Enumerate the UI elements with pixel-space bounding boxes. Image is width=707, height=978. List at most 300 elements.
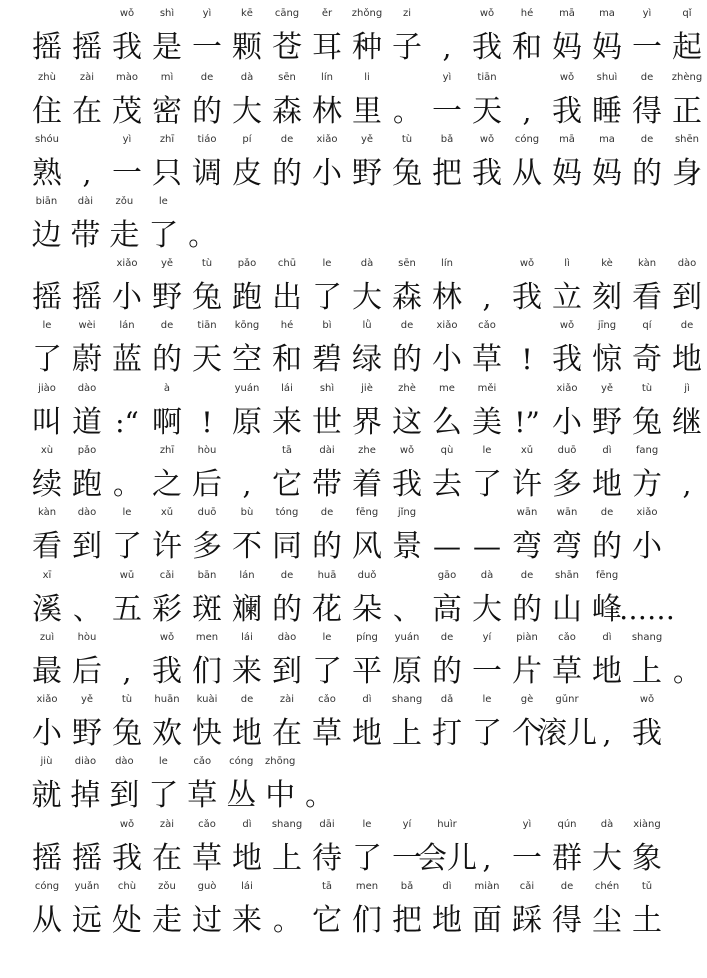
char-cell xyxy=(107,381,147,443)
pinyin: de xyxy=(640,72,654,83)
hanzi: 兔 xyxy=(392,156,422,191)
char-cell xyxy=(267,817,307,879)
char-cell xyxy=(427,70,467,132)
pinyin: lái xyxy=(241,881,253,892)
hanzi: 去 xyxy=(432,467,462,502)
char-cell xyxy=(667,443,707,505)
hanzi: 它 xyxy=(312,903,342,938)
char-cell xyxy=(267,692,307,754)
pinyin: de xyxy=(320,507,334,518)
hanzi: 了 xyxy=(312,280,342,315)
char-cell xyxy=(619,568,675,630)
char-cell xyxy=(307,381,347,443)
hanzi: 里 xyxy=(352,94,382,129)
hanzi: 的 xyxy=(432,654,462,689)
pinyin: dài xyxy=(319,445,335,456)
char-cell xyxy=(587,132,627,194)
char-cell xyxy=(307,256,347,318)
pinyin: dào xyxy=(115,756,134,767)
pinyin: mì xyxy=(160,72,174,83)
hanzi: 得 xyxy=(552,903,582,938)
char-cell xyxy=(347,318,387,380)
pinyin: zi xyxy=(402,8,412,19)
hanzi: 远 xyxy=(72,903,102,938)
hanzi: 妈 xyxy=(592,30,622,65)
punctuation: 、 xyxy=(72,593,101,626)
pinyin: tù xyxy=(401,134,413,145)
punctuation: , xyxy=(682,468,692,501)
hanzi: 带 xyxy=(312,467,342,502)
pinyin: le xyxy=(362,819,372,830)
pinyin: xù xyxy=(40,445,54,456)
hanzi: 地 xyxy=(672,342,702,377)
punctuation: 、 xyxy=(392,593,421,626)
hanzi: 我 xyxy=(472,30,502,65)
char-cell xyxy=(187,256,227,318)
hanzi: 就 xyxy=(31,778,62,813)
hanzi: 的 xyxy=(272,592,302,627)
char-cell xyxy=(467,692,507,754)
pinyin: wǒ xyxy=(399,445,415,456)
pinyin: yì xyxy=(122,134,132,145)
pinyin: lán xyxy=(239,570,255,581)
char-cell xyxy=(387,381,427,443)
pinyin: le xyxy=(482,445,492,456)
hanzi: 许 xyxy=(152,529,182,564)
pinyin: fēng xyxy=(595,570,619,581)
char-cell xyxy=(587,505,627,567)
char-cell xyxy=(27,568,67,630)
hanzi: 来 xyxy=(232,903,262,938)
pinyin: pǎo xyxy=(237,258,257,269)
pinyin: dì xyxy=(362,694,372,705)
char-cell xyxy=(147,256,187,318)
hanzi: 待 xyxy=(312,841,342,876)
hanzi: 多 xyxy=(552,467,582,502)
hanzi: 方 xyxy=(632,467,662,502)
pinyin: wǒ xyxy=(119,819,135,830)
hanzi: 耳 xyxy=(312,30,342,65)
char-cell xyxy=(667,132,707,194)
char-cell xyxy=(187,817,227,879)
char-cell xyxy=(347,6,387,68)
punctuation: ! xyxy=(201,406,213,439)
char-cell xyxy=(107,692,147,754)
hanzi: 我 xyxy=(472,156,502,191)
pinyin: wǒ xyxy=(159,632,175,643)
pinyin: yì xyxy=(642,8,652,19)
pinyin: cóng xyxy=(34,881,60,892)
char-cell xyxy=(347,630,387,692)
hanzi: 野 xyxy=(592,405,622,440)
char-cell xyxy=(347,879,387,941)
hanzi: 把 xyxy=(392,903,422,938)
pinyin: sēn xyxy=(398,258,416,269)
hanzi: 来 xyxy=(232,654,262,689)
char-cell xyxy=(227,443,267,505)
char-cell xyxy=(627,692,667,754)
hanzi: 道 xyxy=(72,405,102,440)
hanzi: 小 xyxy=(32,716,62,751)
char-cell xyxy=(27,70,67,132)
hanzi: 调 xyxy=(192,156,222,191)
char-cell xyxy=(187,318,227,380)
pinyin: wǒ xyxy=(559,320,575,331)
pinyin: jì xyxy=(684,383,690,394)
hanzi: 上 xyxy=(272,841,302,876)
hanzi: 踩 xyxy=(512,903,542,938)
hanzi: 我 xyxy=(552,94,582,129)
char-cell xyxy=(537,692,597,754)
char-cell xyxy=(107,505,147,567)
hanzi: 滚儿 xyxy=(537,716,597,751)
hanzi: 草 xyxy=(192,841,222,876)
pinyin: de xyxy=(680,320,694,331)
char-cell xyxy=(67,443,107,505)
hanzi: 平 xyxy=(352,654,382,689)
pinyin: bǎ xyxy=(440,134,454,145)
char-cell xyxy=(507,505,547,567)
pinyin: bǎ xyxy=(400,881,414,892)
char-cell xyxy=(427,568,467,630)
punctuation: , xyxy=(522,95,532,128)
punctuation: , xyxy=(122,655,132,688)
hanzi: 种 xyxy=(352,30,382,65)
char-cell xyxy=(67,505,107,567)
hanzi: 摇 xyxy=(72,841,102,876)
char-cell xyxy=(267,6,307,68)
hanzi: 了 xyxy=(148,218,179,253)
char-cell xyxy=(187,381,227,443)
pinyin: yì xyxy=(522,819,532,830)
char-cell xyxy=(547,132,587,194)
char-cell xyxy=(467,70,507,132)
char-cell xyxy=(187,132,227,194)
hanzi: 不 xyxy=(232,529,262,564)
char-cell xyxy=(347,132,387,194)
hanzi: 地 xyxy=(432,903,462,938)
char-cell xyxy=(427,692,467,754)
pinyin: le xyxy=(42,320,52,331)
pinyin: mā xyxy=(559,134,575,145)
char-cell xyxy=(627,70,667,132)
punctuation: , xyxy=(242,468,252,501)
char-cell xyxy=(227,692,267,754)
pinyin: xiǎo xyxy=(316,134,338,145)
char-cell xyxy=(222,754,261,816)
hanzi: 一 xyxy=(512,841,542,876)
pinyin: dǎ xyxy=(440,694,454,705)
char-cell xyxy=(507,6,547,68)
hanzi: 弯 xyxy=(552,529,582,564)
pinyin: cāng xyxy=(274,8,300,19)
hanzi: 摇 xyxy=(32,30,62,65)
hanzi: 后 xyxy=(72,654,102,689)
text-line xyxy=(27,132,702,194)
char-cell xyxy=(507,817,547,879)
char-cell xyxy=(507,70,547,132)
pinyin: dài xyxy=(77,196,94,207)
hanzi: 的 xyxy=(512,592,542,627)
hanzi: 土 xyxy=(632,903,662,938)
pinyin: cóng xyxy=(229,756,254,767)
char-cell xyxy=(347,256,387,318)
char-cell xyxy=(27,754,66,816)
hanzi: 睡 xyxy=(592,94,622,129)
char-cell xyxy=(627,381,667,443)
pinyin: de xyxy=(560,881,574,892)
pinyin: zhè xyxy=(398,383,416,394)
char-cell xyxy=(467,817,507,879)
hanzi: 妈 xyxy=(592,156,622,191)
char-cell xyxy=(227,256,267,318)
hanzi: 的 xyxy=(592,529,622,564)
pinyin: zhǒng xyxy=(351,8,383,19)
hanzi: 苍 xyxy=(272,30,302,65)
hanzi: 弯 xyxy=(512,529,542,564)
hanzi: 草 xyxy=(472,342,502,377)
pinyin: tiān xyxy=(197,320,217,331)
hanzi: 绿 xyxy=(352,342,382,377)
pinyin: le xyxy=(158,756,168,767)
char-cell xyxy=(387,318,427,380)
punctuation: — xyxy=(473,530,501,563)
pinyin: zài xyxy=(79,72,95,83)
hanzi: 兔 xyxy=(192,280,222,315)
char-cell xyxy=(300,754,339,816)
hanzi: 森 xyxy=(272,94,302,129)
char-cell xyxy=(107,70,147,132)
char-cell xyxy=(507,256,547,318)
char-cell xyxy=(587,630,627,692)
pinyin: de xyxy=(240,694,254,705)
char-cell xyxy=(547,70,587,132)
pinyin: cǎo xyxy=(558,632,576,643)
char-cell xyxy=(66,194,105,256)
char-cell xyxy=(67,6,107,68)
pinyin: cǎo xyxy=(193,756,212,767)
char-cell xyxy=(307,630,347,692)
hanzi: 来 xyxy=(272,405,302,440)
pinyin: de xyxy=(280,134,294,145)
pinyin: zhī xyxy=(159,134,175,145)
hanzi: 身 xyxy=(672,156,702,191)
hanzi: 原 xyxy=(392,654,422,689)
char-cell xyxy=(467,879,507,941)
char-cell xyxy=(144,194,183,256)
hanzi: 密 xyxy=(152,94,182,129)
hanzi: 带 xyxy=(70,218,101,253)
char-cell xyxy=(587,70,627,132)
pinyin: huān xyxy=(154,694,180,705)
hanzi: 地 xyxy=(352,716,382,751)
char-cell xyxy=(427,443,467,505)
hanzi: 出 xyxy=(272,280,302,315)
pinyin: dì xyxy=(602,632,612,643)
char-cell xyxy=(467,6,507,68)
hanzi: 走 xyxy=(152,903,182,938)
punctuation: 。 xyxy=(188,219,217,252)
hanzi: 茂 xyxy=(112,94,142,129)
char-cell xyxy=(105,194,144,256)
char-cell xyxy=(147,692,187,754)
char-cell xyxy=(547,256,587,318)
char-cell xyxy=(547,568,587,630)
pinyin: fang xyxy=(635,445,659,456)
hanzi: 奇 xyxy=(632,342,662,377)
pinyin: shēn xyxy=(674,134,700,145)
char-cell xyxy=(467,256,507,318)
hanzi: 立 xyxy=(552,280,582,315)
hanzi: 中 xyxy=(265,778,296,813)
hanzi: 小 xyxy=(552,405,582,440)
pinyin: yì xyxy=(442,72,452,83)
char-cell xyxy=(227,568,267,630)
pinyin: huā xyxy=(317,570,337,581)
pinyin: qù xyxy=(440,445,454,456)
char-cell xyxy=(107,132,147,194)
char-cell xyxy=(227,70,267,132)
char-cell xyxy=(627,443,667,505)
char-cell xyxy=(427,381,467,443)
char-cell xyxy=(107,817,147,879)
pinyin: kē xyxy=(241,8,253,19)
punctuation: , xyxy=(602,717,612,750)
hanzi: 界 xyxy=(352,405,382,440)
hanzi: 原 xyxy=(232,405,262,440)
hanzi: 峰 xyxy=(592,592,622,627)
hanzi: 地 xyxy=(232,841,262,876)
pinyin: qí xyxy=(642,320,652,331)
hanzi: 许 xyxy=(512,467,542,502)
punctuation: 。 xyxy=(305,779,334,812)
hanzi: 景 xyxy=(392,529,422,564)
punctuation: 。 xyxy=(672,655,701,688)
pinyin: wǒ xyxy=(119,8,135,19)
hanzi: 蓝 xyxy=(112,342,142,377)
char-cell xyxy=(347,443,387,505)
hanzi: 处 xyxy=(112,903,142,938)
char-cell xyxy=(307,132,347,194)
char-cell xyxy=(427,256,467,318)
pinyin: biān xyxy=(35,196,58,207)
pinyin: yuán xyxy=(394,632,420,643)
hanzi: 五 xyxy=(112,592,142,627)
hanzi: 野 xyxy=(152,280,182,315)
hanzi: 尘 xyxy=(592,903,622,938)
pinyin: gǔnr xyxy=(555,694,579,705)
pinyin: shóu xyxy=(34,134,59,145)
hanzi: 溪 xyxy=(32,592,62,627)
pinyin: dào xyxy=(77,507,97,518)
text-line xyxy=(27,568,675,630)
hanzi: 这 xyxy=(392,405,422,440)
pinyin: lǜ xyxy=(362,320,372,331)
hanzi: 之 xyxy=(152,467,182,502)
char-cell xyxy=(507,132,547,194)
pinyin: wǒ xyxy=(559,72,575,83)
char-cell xyxy=(147,443,187,505)
pinyin: yě xyxy=(160,258,174,269)
char-cell xyxy=(467,568,507,630)
char-cell xyxy=(27,132,67,194)
char-cell xyxy=(547,879,587,941)
hanzi: 了 xyxy=(32,342,62,377)
char-cell xyxy=(267,443,307,505)
char-cell xyxy=(107,630,147,692)
text-line xyxy=(27,443,692,505)
hanzi: 起 xyxy=(672,30,702,65)
hanzi: 斑 xyxy=(192,592,222,627)
char-cell xyxy=(227,132,267,194)
pinyin: le xyxy=(158,196,168,207)
char-cell xyxy=(307,318,347,380)
char-cell xyxy=(187,692,227,754)
char-cell xyxy=(467,318,507,380)
char-cell xyxy=(107,6,147,68)
char-cell xyxy=(627,318,667,380)
hanzi: 一 xyxy=(432,94,462,129)
char-cell xyxy=(147,505,187,567)
pinyin: dà xyxy=(600,819,614,830)
char-cell xyxy=(507,568,547,630)
hanzi: 蔚 xyxy=(72,342,102,377)
hanzi: 到 xyxy=(672,280,702,315)
char-cell xyxy=(67,318,107,380)
pinyin: wān xyxy=(556,507,578,518)
hanzi: 花 xyxy=(312,592,342,627)
char-cell xyxy=(307,568,347,630)
char-cell xyxy=(267,630,307,692)
hanzi: 妈 xyxy=(552,156,582,191)
pinyin: bù xyxy=(240,507,254,518)
pinyin: cǎi xyxy=(159,570,175,581)
pinyin: zhù xyxy=(38,72,56,83)
hanzi: 天 xyxy=(192,342,222,377)
hanzi: 地 xyxy=(592,654,622,689)
pinyin: yuǎn xyxy=(74,881,100,892)
char-cell xyxy=(387,505,427,567)
hanzi: 在 xyxy=(152,841,182,876)
char-cell xyxy=(507,443,547,505)
hanzi: 我 xyxy=(552,342,582,377)
char-cell xyxy=(347,70,387,132)
hanzi: 一 xyxy=(112,156,142,191)
char-cell xyxy=(27,6,67,68)
pinyin: lín xyxy=(321,72,333,83)
pinyin: lán xyxy=(119,320,135,331)
pinyin: dì xyxy=(602,445,612,456)
char-cell xyxy=(67,256,107,318)
char-cell xyxy=(587,256,627,318)
char-cell xyxy=(27,879,67,941)
char-cell xyxy=(187,505,227,567)
char-cell xyxy=(467,381,507,443)
pinyin: píng xyxy=(356,632,378,643)
pinyin: jiào xyxy=(38,383,56,394)
text-line xyxy=(27,505,662,567)
hanzi: 了 xyxy=(312,654,342,689)
pinyin: hé xyxy=(280,320,294,331)
pinyin: tóng xyxy=(275,507,299,518)
char-cell xyxy=(547,443,587,505)
hanzi: 从 xyxy=(32,903,62,938)
text-line xyxy=(27,692,662,754)
hanzi: 看 xyxy=(632,280,662,315)
hanzi: 看 xyxy=(32,529,62,564)
char-cell xyxy=(547,381,587,443)
char-cell xyxy=(67,630,107,692)
